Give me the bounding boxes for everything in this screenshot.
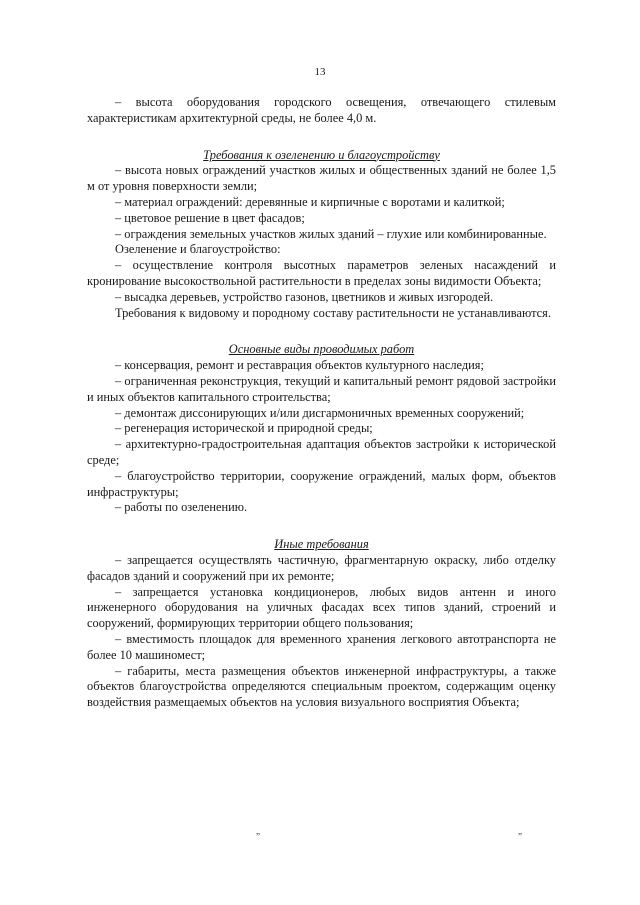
subheading-landscaping: Озеленение и благоустройство:: [115, 242, 281, 257]
list-item: – благоустройство территории, сооружение ограждений, малых форм, объектов инфраструктуры;: [87, 468, 556, 499]
footer-mark: „: [518, 826, 522, 836]
list-item: – запрещается осуществлять частичную, фрагментарную окраску, либо отделку фасадов зданий и сооружений при их ремонте;: [87, 552, 556, 583]
page-number: 13: [314, 66, 326, 78]
list-item: – габариты, места размещения объектов инженерной инфраструктуры, а также объектов благоустройства определяются специальным проектом, содержащим оценку воздействия размещаемых объектов на условия визуального восприятия Объекта;: [87, 663, 556, 710]
list-item: – регенерация исторической и природной среды;: [115, 421, 373, 436]
list-item: – ограждения земельных участков жилых зданий – глухие или комбинированные.: [115, 226, 547, 241]
list-item: – ограниченная реконструкция, текущий и капитальный ремонт рядовой застройки и иных объектов капитального строительства;: [87, 373, 556, 404]
list-item: – архитектурно-градостроительная адаптация объектов застройки к исторической среде;: [87, 437, 556, 467]
list-item: – работы по озеленению.: [115, 500, 248, 515]
list-item: – вместимость площадок для временного хранения легкового автотранспорта не более 10 машиномест;: [87, 631, 556, 662]
section-heading-other: Иные требования: [274, 537, 369, 552]
list-item: – цветовое решение в цвет фасадов;: [115, 210, 305, 225]
list-item: Требования к видовому и породному составу растительности не устанавливаются.: [115, 305, 551, 320]
list-item: – запрещается установка кондиционеров, любых видов антенн и иного инженерного оборудования на уличных фасадах всех типов зданий, строений и сооружений, формирующих территории общего пользования;: [87, 584, 556, 631]
list-item: – высадка деревьев, устройство газонов, цветников и живых изгородей.: [115, 289, 494, 304]
list-item: – высота новых ограждений участков жилых и общественных зданий не более 1,5 м от уровня поверхности земли;: [87, 163, 556, 194]
intro-paragraph: – высота оборудования городского освещения, отвечающего стилевым характеристикам архитектурной среды, не более 4,0 м.: [87, 95, 556, 125]
section-heading-works: Основные виды проводимых работ: [228, 342, 415, 357]
page-content: [87, 95, 556, 711]
list-item: – консервация, ремонт и реставрация объектов культурного наследия;: [115, 358, 484, 373]
list-item: – демонтаж диссонирующих и/или дисгармоничных временных сооружений;: [115, 405, 525, 420]
list-item: – материал ограждений: деревянные и кирпичные с воротами и калиткой;: [115, 194, 505, 209]
section-heading-landscaping: Требования к озеленению и благоустройству: [203, 147, 440, 162]
list-item: – осуществление контроля высотных параметров зеленых насаждений и кронирование высокоствольной растительности в пределах зоны видимости Объекта;: [87, 258, 556, 288]
footer-mark: „: [256, 826, 260, 836]
